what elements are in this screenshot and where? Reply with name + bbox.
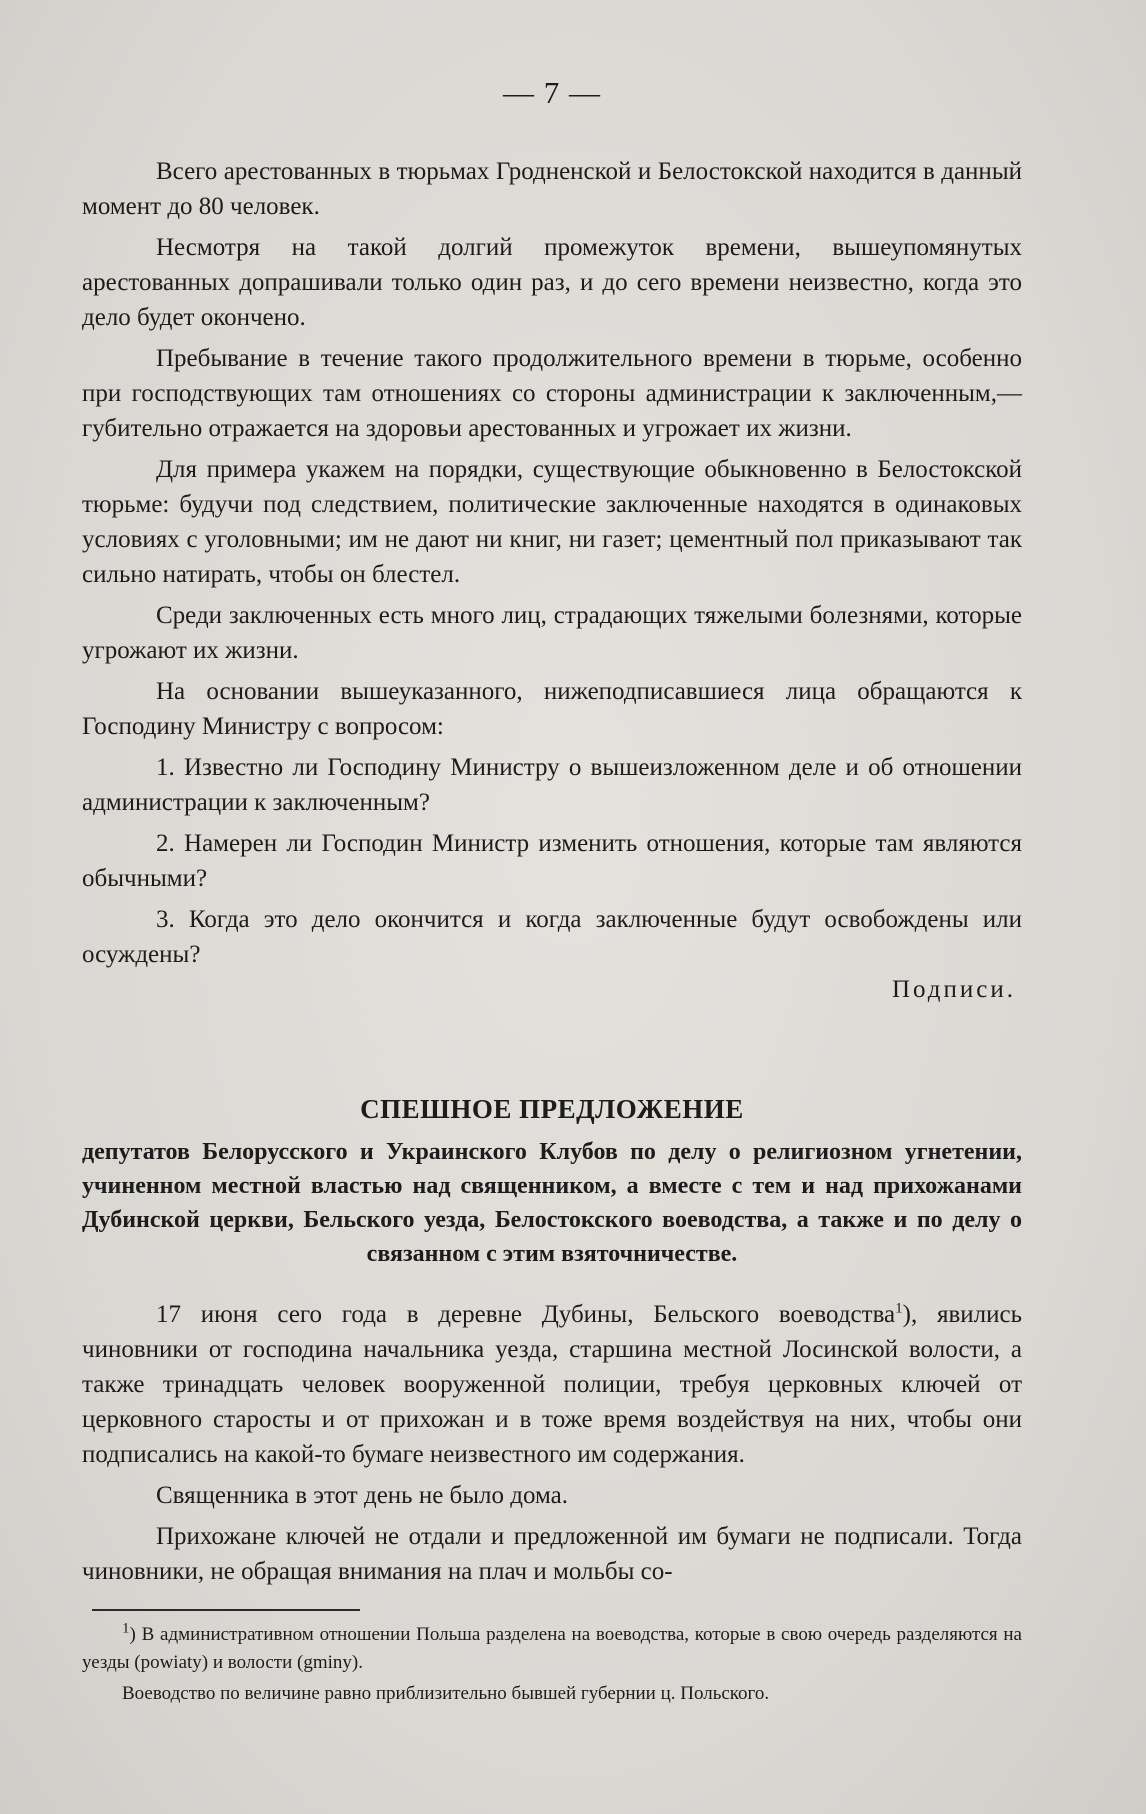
footnote-reference: 1 xyxy=(895,1300,903,1317)
section-heading: СПЕШНОЕ ПРЕДЛОЖЕНИЕ xyxy=(360,1094,744,1124)
paragraph-june-17-start: 17 июня сего года в деревне Дубины, Бельского воеводства xyxy=(156,1301,896,1328)
page-content xyxy=(82,70,1022,1711)
paragraph-appeal: На основании вышеуказанного, нижеподписавшиеся лица обращаются к Господину Министру с вопросом: xyxy=(82,678,1022,740)
page-number: — 7 — xyxy=(503,75,601,110)
paragraph-june-17-rest: ), явились чиновники от господина начальника уезда, старшина местной Лосинской волости, а также тринадцать человек вооруженной полиции, требуя церковных ключей от церковного старосты и от прихожан и в тоже время воздействуя на них, чтобы они подписались на какой-то бумаге неизвестного им содержания. xyxy=(82,1301,1023,1468)
paragraph-illnesses: Среди заключенных есть много лиц, страдающих тяжелыми болезнями, которые угрожают их жизни. xyxy=(82,602,1022,664)
paragraph-parishioners: Прихожане ключей не отдали и предложенной им бумаги не подписали. Тогда чиновники, не обращая внимания на плач и мольбы со- xyxy=(82,1523,1022,1585)
paragraph-bialystok-prison: Для примера укажем на порядки, существующие обыкновенно в Белостокской тюрьме: будучи под следствием, политические заключенные находятся в одинаковых условиях с уголовными; им не дают ни книг, ни газет; цементный пол приказывают так сильно натирать, чтобы он блестел. xyxy=(82,456,1022,588)
footnote-1-continuation: Воеводство по величине равно приблизительно бывшей губернии ц. Польского. xyxy=(122,1683,770,1704)
paragraph-priest-absent: Священника в этот день не было дома. xyxy=(156,1482,569,1509)
paragraph-arrested-count: Всего арестованных в тюрьмах Гродненской и Белостокской находится в данный момент до 80 человек. xyxy=(82,158,1022,220)
footnote-1-text: ) В административном отношении Польша разделена на воеводства, которые в свою очередь разделяются на уезды (powiaty) и волости (gminy). xyxy=(82,1624,1022,1673)
footnote-1-mark: 1 xyxy=(122,1620,130,1637)
question-2: 2. Намерен ли Господин Министр изменить отношения, которые там являются обычными? xyxy=(82,830,1022,892)
paragraph-june-17 xyxy=(82,1297,1022,1472)
section-subheading: депутатов Белорусского и Украинского Клубов по делу о религиозном угнетении, учиненном местной властью над священником, а вместе с тем и над прихожанами Дубинской церкви, Бельского уезда, Белостокского воеводства, а также и по делу о связанном с этим взяточничестве. xyxy=(82,1139,1022,1267)
footnote-1 xyxy=(82,1621,1022,1677)
signatures-label: Подписи. xyxy=(891,976,1016,1003)
footnote-divider xyxy=(92,1609,360,1611)
question-3: 3. Когда это дело окончится и когда заключенные будут освобождены или осуждены? xyxy=(82,906,1022,968)
question-1: 1. Известно ли Господину Министру о вышеизложенном деле и об отношении администрации к заключенным? xyxy=(82,754,1022,816)
paragraph-prison-conditions: Пребывание в течение такого продолжительного времени в тюрьме, особенно при господствующих там отношениях со стороны администрации к заключенным,—губительно отражается на здоровьи арестованных и угрожает их жизни. xyxy=(82,345,1022,442)
paragraph-interrogation: Несмотря на такой долгий промежуток времени, вышеупомянутых арестованных допрашивали только один раз, и до сего времени неизвестно, когда это дело будет окончено. xyxy=(82,234,1022,331)
